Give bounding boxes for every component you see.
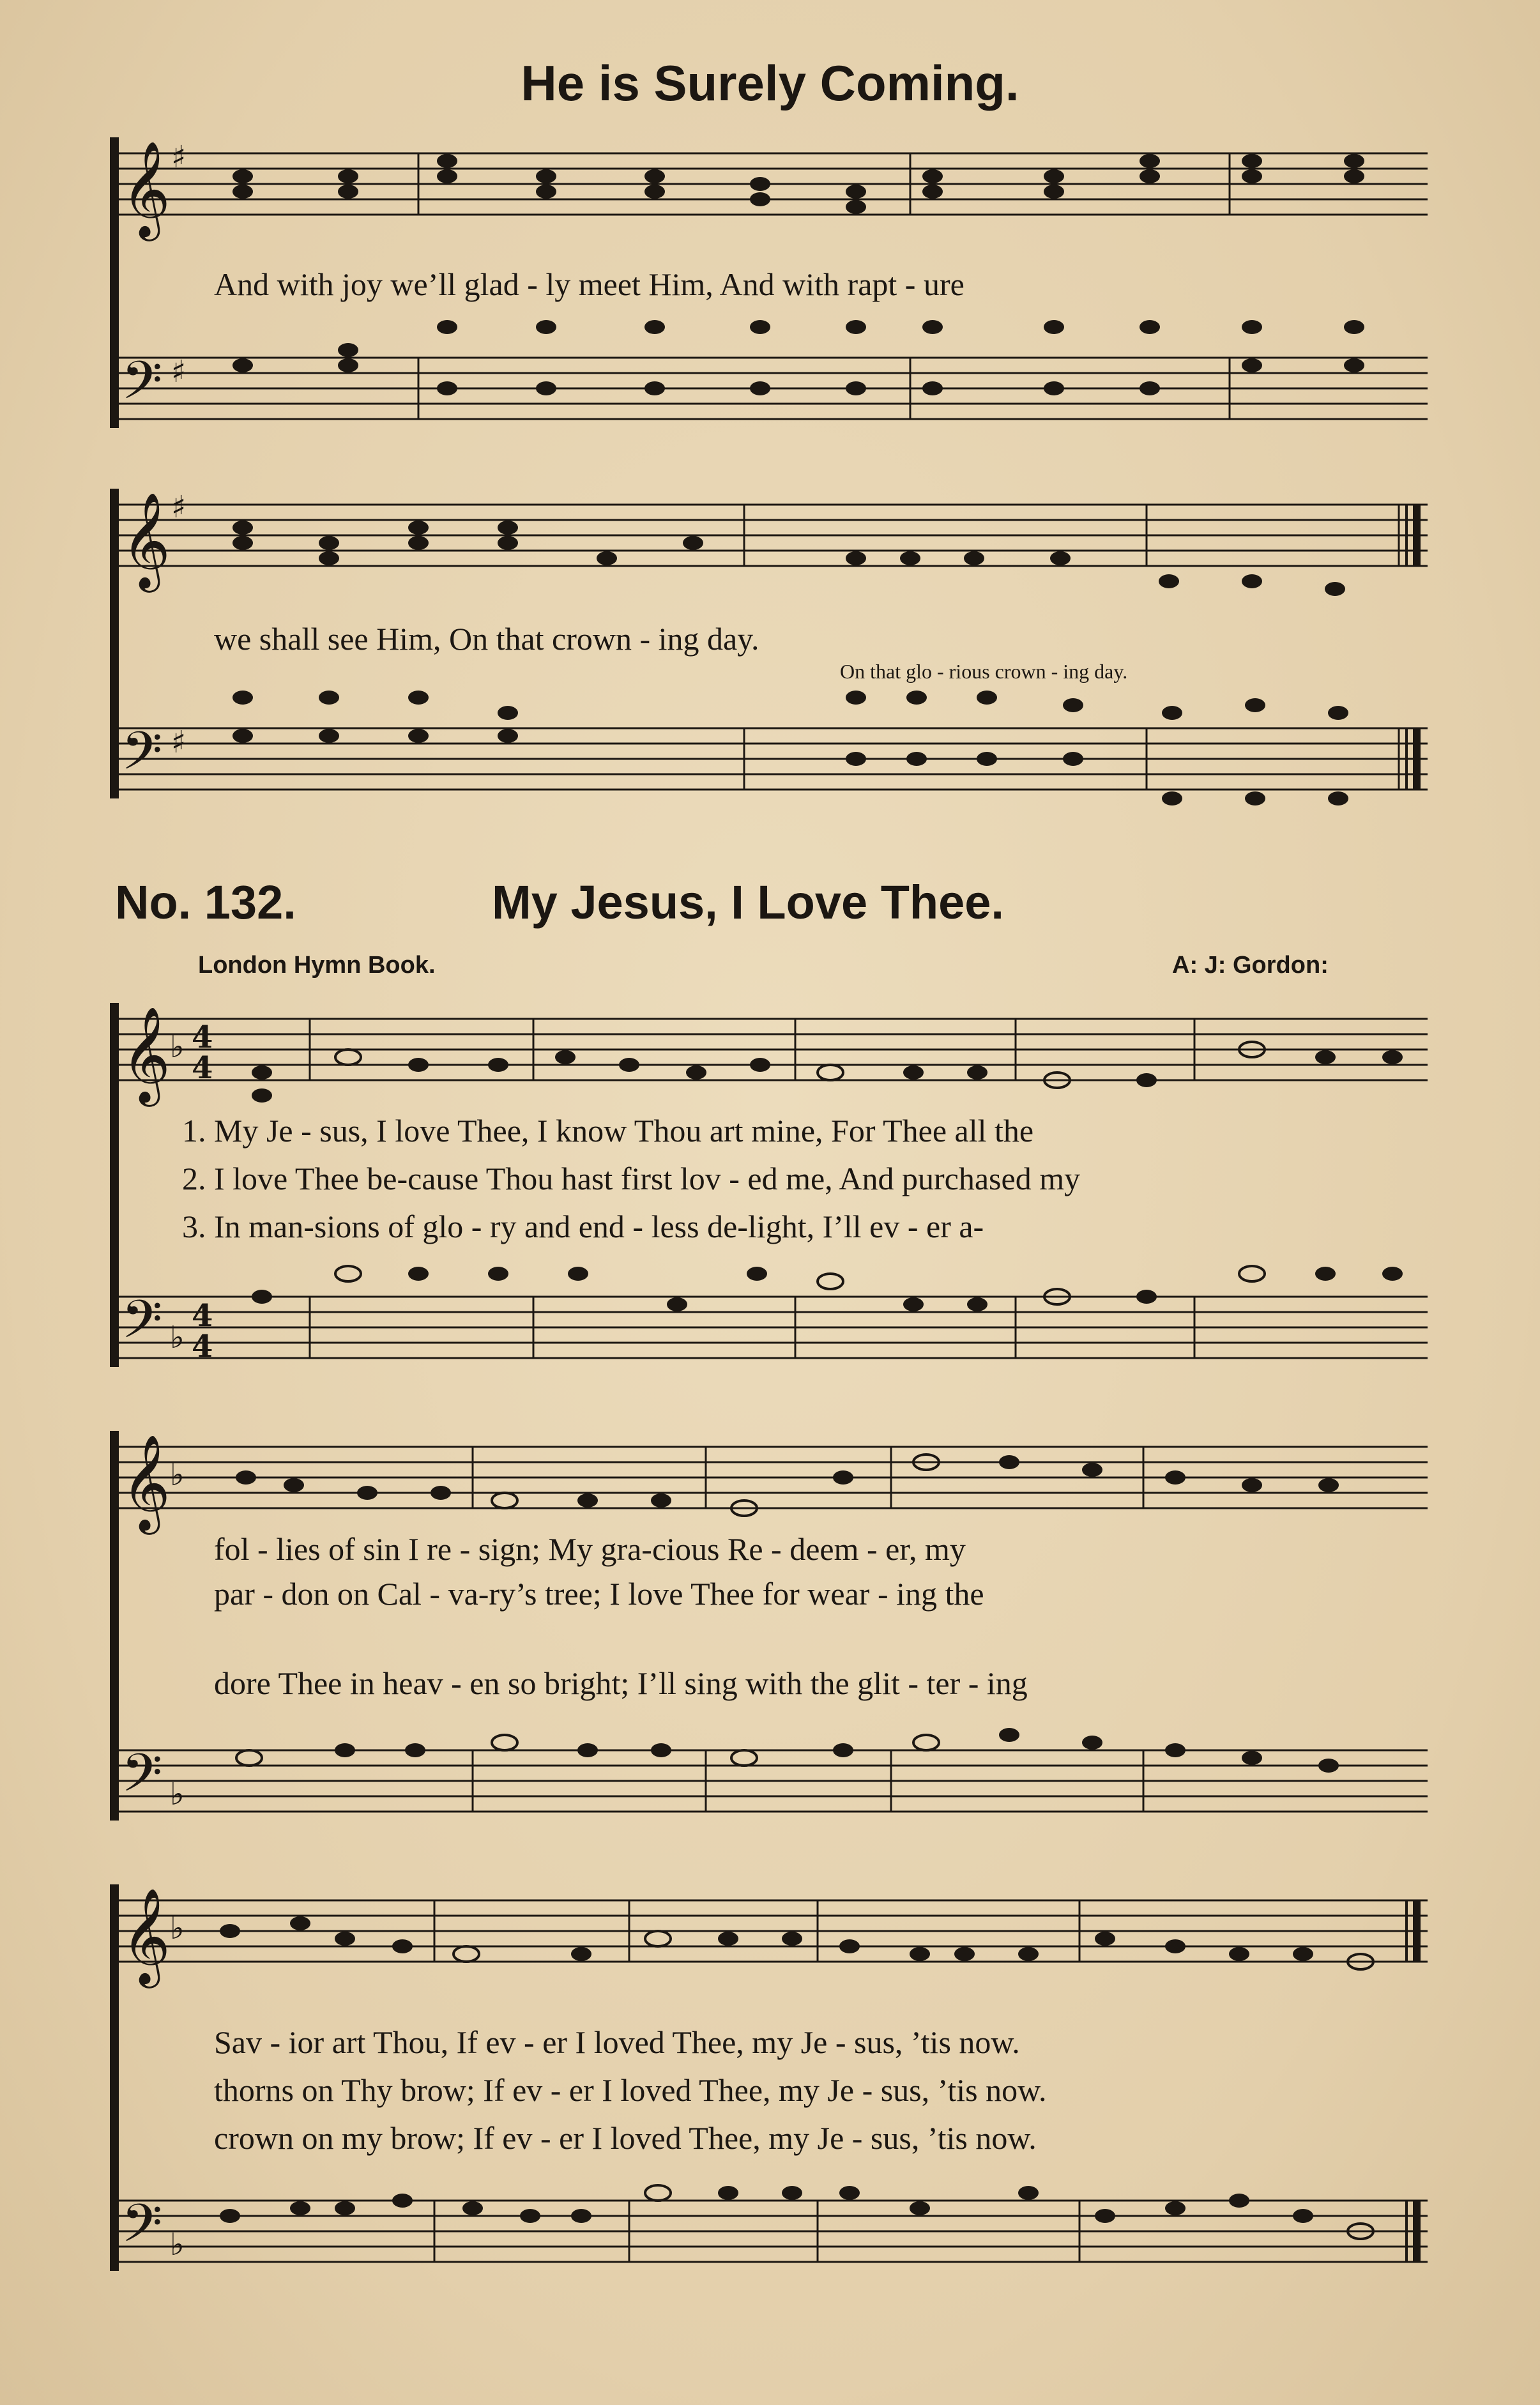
- hymn2-system3-verse1: Sav - ior art Thou, If ev - er I loved Thee, my Je - sus, ’tis now.: [214, 2024, 1020, 2060]
- bass-clef-icon: 𝄢: [121, 1288, 163, 1363]
- treble-clef-icon: 𝄞: [121, 140, 171, 237]
- hymn2-system1-verse3: 3. In man-sions of glo - ry and end - less de-light, I’ll ev - er a-: [182, 1209, 984, 1244]
- svg-text:♯: ♯: [171, 489, 187, 525]
- hymn2-system2-verse1: fol - lies of sin I re - sign; My gra-cious Re - deem - er, my: [214, 1531, 966, 1567]
- bass-clef-icon: 𝄢: [121, 2192, 163, 2267]
- treble-clef-icon: 𝄞: [121, 1005, 171, 1103]
- hymn2-system1-verse1: 1. My Je - sus, I love Thee, I know Thou art mine, For Thee all the: [182, 1113, 1034, 1149]
- svg-text:♯: ♯: [171, 724, 187, 760]
- hymn1-title: He is Surely Coming.: [521, 55, 1019, 111]
- treble-clef-icon: 𝄞: [121, 491, 171, 588]
- svg-text:4: 4: [192, 1298, 213, 1334]
- svg-text:♭: ♭: [170, 1911, 185, 1946]
- bass-clef-icon: 𝄢: [121, 720, 163, 795]
- svg-text:♭: ♭: [170, 1457, 185, 1493]
- svg-text:♭: ♭: [170, 1320, 185, 1355]
- svg-text:4: 4: [192, 1329, 213, 1364]
- hymn2-title: My Jesus, I Love Thee.: [492, 876, 1004, 929]
- svg-text:♭: ♭: [170, 1029, 185, 1065]
- treble-clef-icon: 𝄞: [121, 1887, 171, 1984]
- hymn2-number: No. 132.: [115, 876, 296, 929]
- hymn2-system3-verse3: crown on my brow; If ev - er I loved Thee, my Je - sus, ’tis now.: [214, 2120, 1037, 2156]
- hymn2-system3-verse2: thorns on Thy brow; If ev - er I loved Thee, my Je - sus, ’tis now.: [214, 2072, 1047, 2108]
- bass-clef-icon: 𝄢: [121, 349, 163, 424]
- svg-text:4: 4: [192, 1019, 213, 1055]
- svg-text:♭: ♭: [170, 2227, 185, 2263]
- bass-clef-icon: 𝄢: [121, 1742, 163, 1817]
- hymn1-system2-lyrics: we shall see Him, On that crown - ing day.: [214, 621, 759, 657]
- svg-text:♭: ♭: [170, 1776, 185, 1812]
- svg-text:♯: ♯: [171, 139, 187, 175]
- svg-text:4: 4: [192, 1050, 213, 1086]
- hymn2-system2-verse3: dore Thee in heav - en so bright; I’ll sing with the glit - ter - ing: [214, 1665, 1028, 1701]
- hymn2-system2-verse2: par - don on Cal - va-ry’s tree; I love Thee for wear - ing the: [214, 1576, 984, 1612]
- svg-text:♯: ♯: [171, 354, 187, 390]
- hymn2-composer: A: J: Gordon:: [1172, 952, 1329, 979]
- hymn2-source: London Hymn Book.: [198, 952, 436, 979]
- hymn2-system1-verse2: 2. I love Thee be-cause Thou hast first lov - ed me, And purchased my: [182, 1161, 1081, 1196]
- treble-clef-icon: 𝄞: [121, 1433, 171, 1531]
- hymn1-system2-bass-lyrics: On that glo - rious crown - ing day.: [840, 660, 1128, 683]
- hymn1-system1-lyrics: And with joy we’ll glad - ly meet Him, And with rapt - ure: [214, 266, 964, 302]
